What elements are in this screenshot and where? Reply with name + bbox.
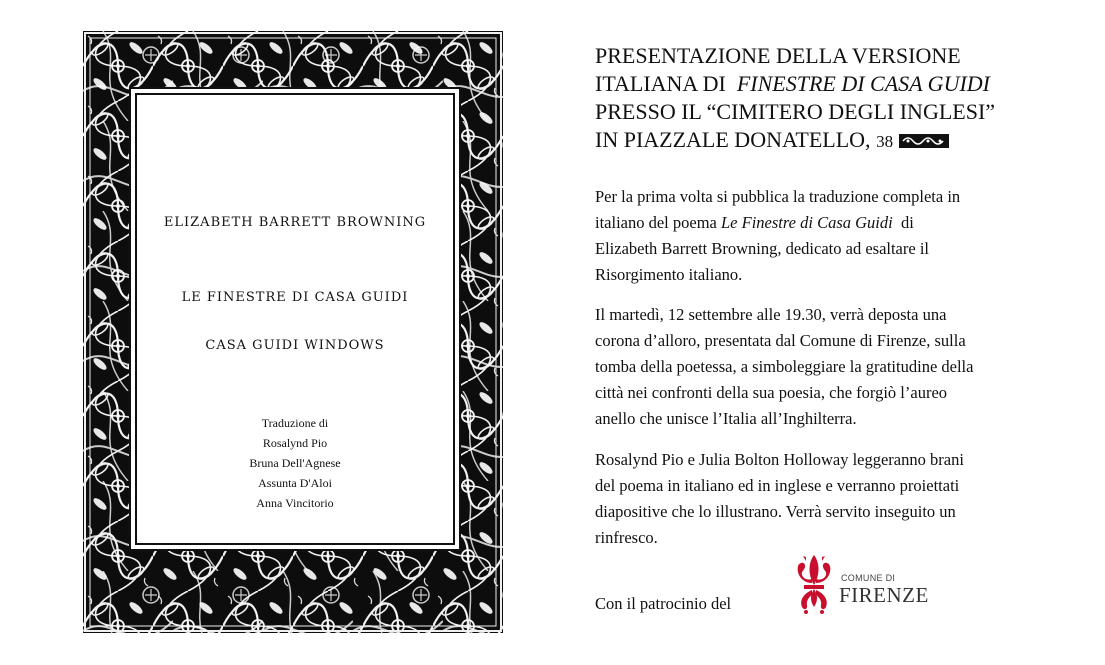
book-cover (83, 31, 503, 633)
translator-name: Assunta D'Aloi (258, 476, 332, 490)
text-line: del poema in italiano ed in inglese e verranno proiettati (595, 476, 960, 495)
patronage-text: Con il patrocinio del (595, 594, 732, 613)
translator-name: Rosalynd Pio (262, 436, 328, 450)
paragraph-intro (595, 184, 1045, 288)
logo-small-text: COMUNE DI (841, 573, 896, 583)
text-line: anello che unisce l’Italia all’Inghilterra. (595, 409, 857, 428)
credits-label: Traduzione di (261, 416, 329, 430)
heading-line: PRESENTAZIONE DELLA VERSIONE (595, 43, 961, 68)
text-line: Il martedì, 12 settembre alle 19.30, verrà deposta una (595, 305, 947, 324)
text-line: tomba della poetessa, a simboleggiare la gratitudine della (595, 357, 974, 376)
text-line: corona d’alloro, presentata dal Comune di Firenze, sulla (595, 331, 966, 350)
announcement-heading (595, 42, 1075, 156)
translator-name: Bruna Dell'Agnese (249, 456, 341, 470)
text-line: rinfresco. (595, 528, 658, 547)
heading-prefix: ITALIANA DI (595, 71, 726, 96)
text-line: Elizabeth Barrett Browning, dedicato ad esaltare il (595, 239, 929, 258)
english-title: CASA GUIDI WINDOWS (205, 338, 385, 353)
title-page-panel (135, 93, 455, 545)
text-line: diapositive che lo illustrano. Verrà servito inseguito un (595, 502, 956, 521)
translator-name: Anna Vincitorio (256, 496, 334, 510)
florentine-lily-icon (793, 553, 835, 617)
heading-line (595, 126, 1075, 156)
decorative-flourish-icon (899, 128, 949, 156)
poem-title-italic: Le Finestre di Casa Guidi (721, 213, 893, 232)
text-fragment: di (900, 213, 914, 232)
text-line (595, 210, 1045, 236)
address: IN PIAZZALE DONATELLO, (595, 127, 871, 152)
text-line: Risorgimento italiano. (595, 265, 743, 284)
paragraph-reading (595, 447, 1045, 551)
text-fragment: italiano del poema (595, 213, 717, 232)
logo-big-text: FIRENZE (839, 583, 929, 607)
text-line: città nei confronti della sua poesia, che forgiò l’aureo (595, 383, 948, 402)
translation-credits (137, 413, 453, 513)
book-title-italic: FINESTRE DI CASA GUIDI (736, 71, 990, 96)
author-name: ELIZABETH BARRETT BROWNING (163, 215, 427, 230)
heading-line: PRESSO IL “CIMITERO DEGLI INGLESI” (595, 99, 996, 124)
street-number: 38 (876, 132, 894, 151)
text-line: Rosalynd Pio e Julia Bolton Holloway leggeranno brani (595, 450, 964, 469)
heading-line (595, 70, 1075, 98)
text-line: Per la prima volta si pubblica la traduzione completa in (595, 187, 961, 206)
italian-title: LE FINESTRE DI CASA GUIDI (181, 290, 409, 305)
comune-di-firenze-logo (793, 553, 933, 617)
paragraph-ceremony (595, 302, 1045, 432)
